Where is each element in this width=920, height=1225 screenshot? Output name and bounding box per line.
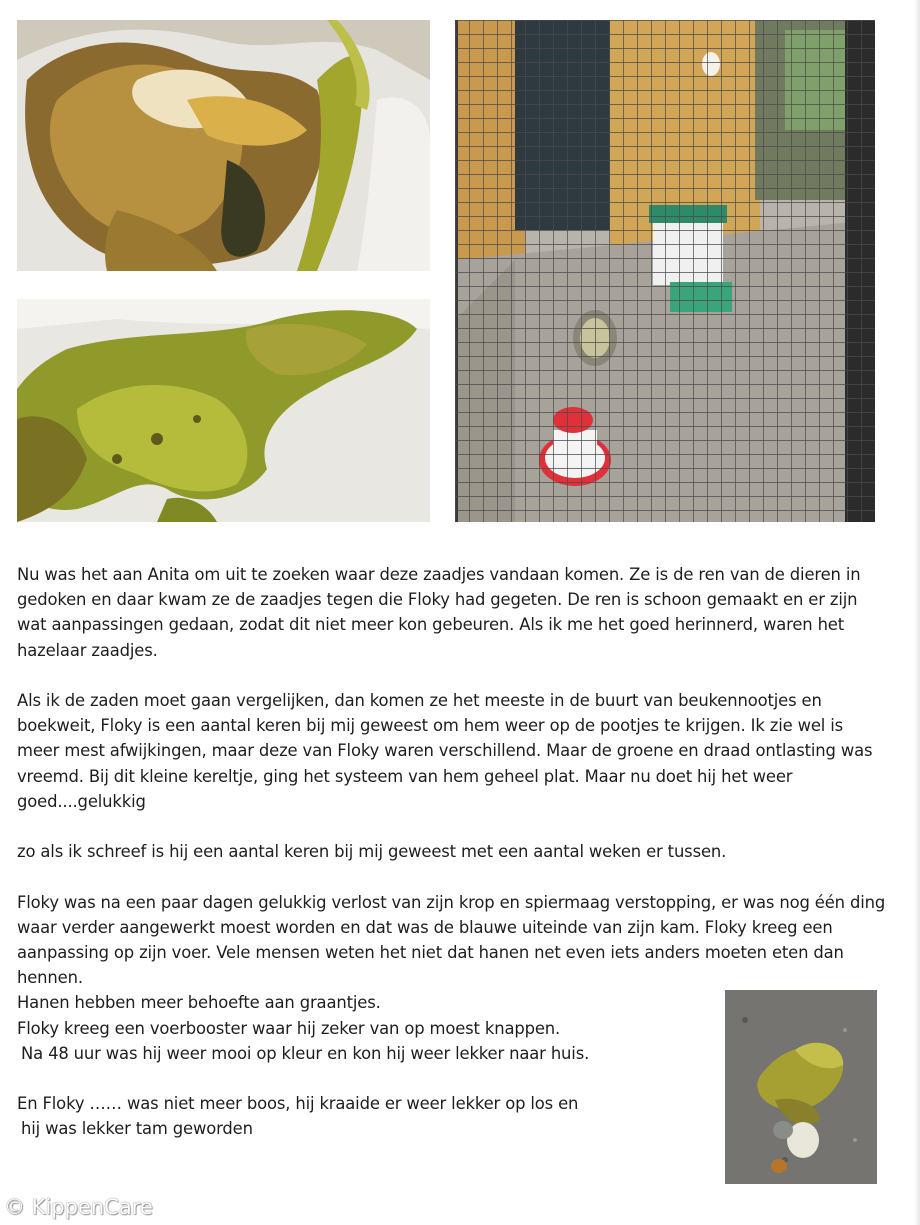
- copyright-watermark: © KippenCare: [4, 1195, 153, 1219]
- paragraph: Nu was het aan Anita om uit te zoeken waar deze zaadjes vandaan komen. Ze is de ren van de dieren in gedoken en daar kwam ze de zaadjes tegen die Floky had gegeten. De ren is schoon gemaakt en er zijn wat aanpassingen gedaan, zodat dit niet meer kon gebeuren. Als ik me het goed herinnerd, waren het hazelaar zaadjes.: [17, 565, 861, 660]
- text-line: Hanen hebben meer behoefte aan graantjes.: [17, 993, 381, 1013]
- droppings-on-tissue-photo: [17, 20, 430, 271]
- text-line: Floky kreeg een voerbooster waar hij zeker van op moest knappen.: [17, 1018, 561, 1038]
- article-body: [17, 562, 887, 1142]
- text-line: En Floky …… was niet meer boos, hij kraaide er weer lekker op los en: [17, 1094, 579, 1114]
- green-droppings-photo: [17, 299, 430, 522]
- text-line: Na 48 uur was hij weer mooi op kleur en kon hij weer lekker naar huis.: [21, 1043, 590, 1063]
- chicken-run-cage-photo: [455, 20, 875, 522]
- paragraph: [17, 1091, 887, 1141]
- paragraph: [17, 890, 887, 1066]
- text-line: Floky was na een paar dagen gelukkig verlost van zijn krop en spiermaag verstopping, er was nog één ding waar verder aangewerkt moest worden en dat was de blauwe uiteinde van zijn kam. Floky kreeg een aanpassing op zijn voer. Vele mensen weten het niet dat hanen net even iets anders moeten eten dan hennen.: [17, 892, 886, 988]
- text-line: hij was lekker tam geworden: [21, 1119, 253, 1139]
- paragraph: zo als ik schreef is hij een aantal keren bij mij geweest met een aantal weken er tussen.: [17, 842, 727, 862]
- paragraph: Als ik de zaden moet gaan vergelijken, dan komen ze het meeste in de buurt van beukennootjes en boekweit, Floky is een aantal keren bij mij geweest om hem weer op de pootjes te krijgen. Ik zie wel is meer mest afwijkingen, maar deze van Floky waren verschillend. Maar de groene en draad ontlasting was vreemd. Bij dit kleine kereltje, ging het systeem van hem geheel plat. Maar nu doet hij het weer goed....gelukkig: [17, 691, 873, 811]
- page-edge-shadow: [914, 0, 920, 1225]
